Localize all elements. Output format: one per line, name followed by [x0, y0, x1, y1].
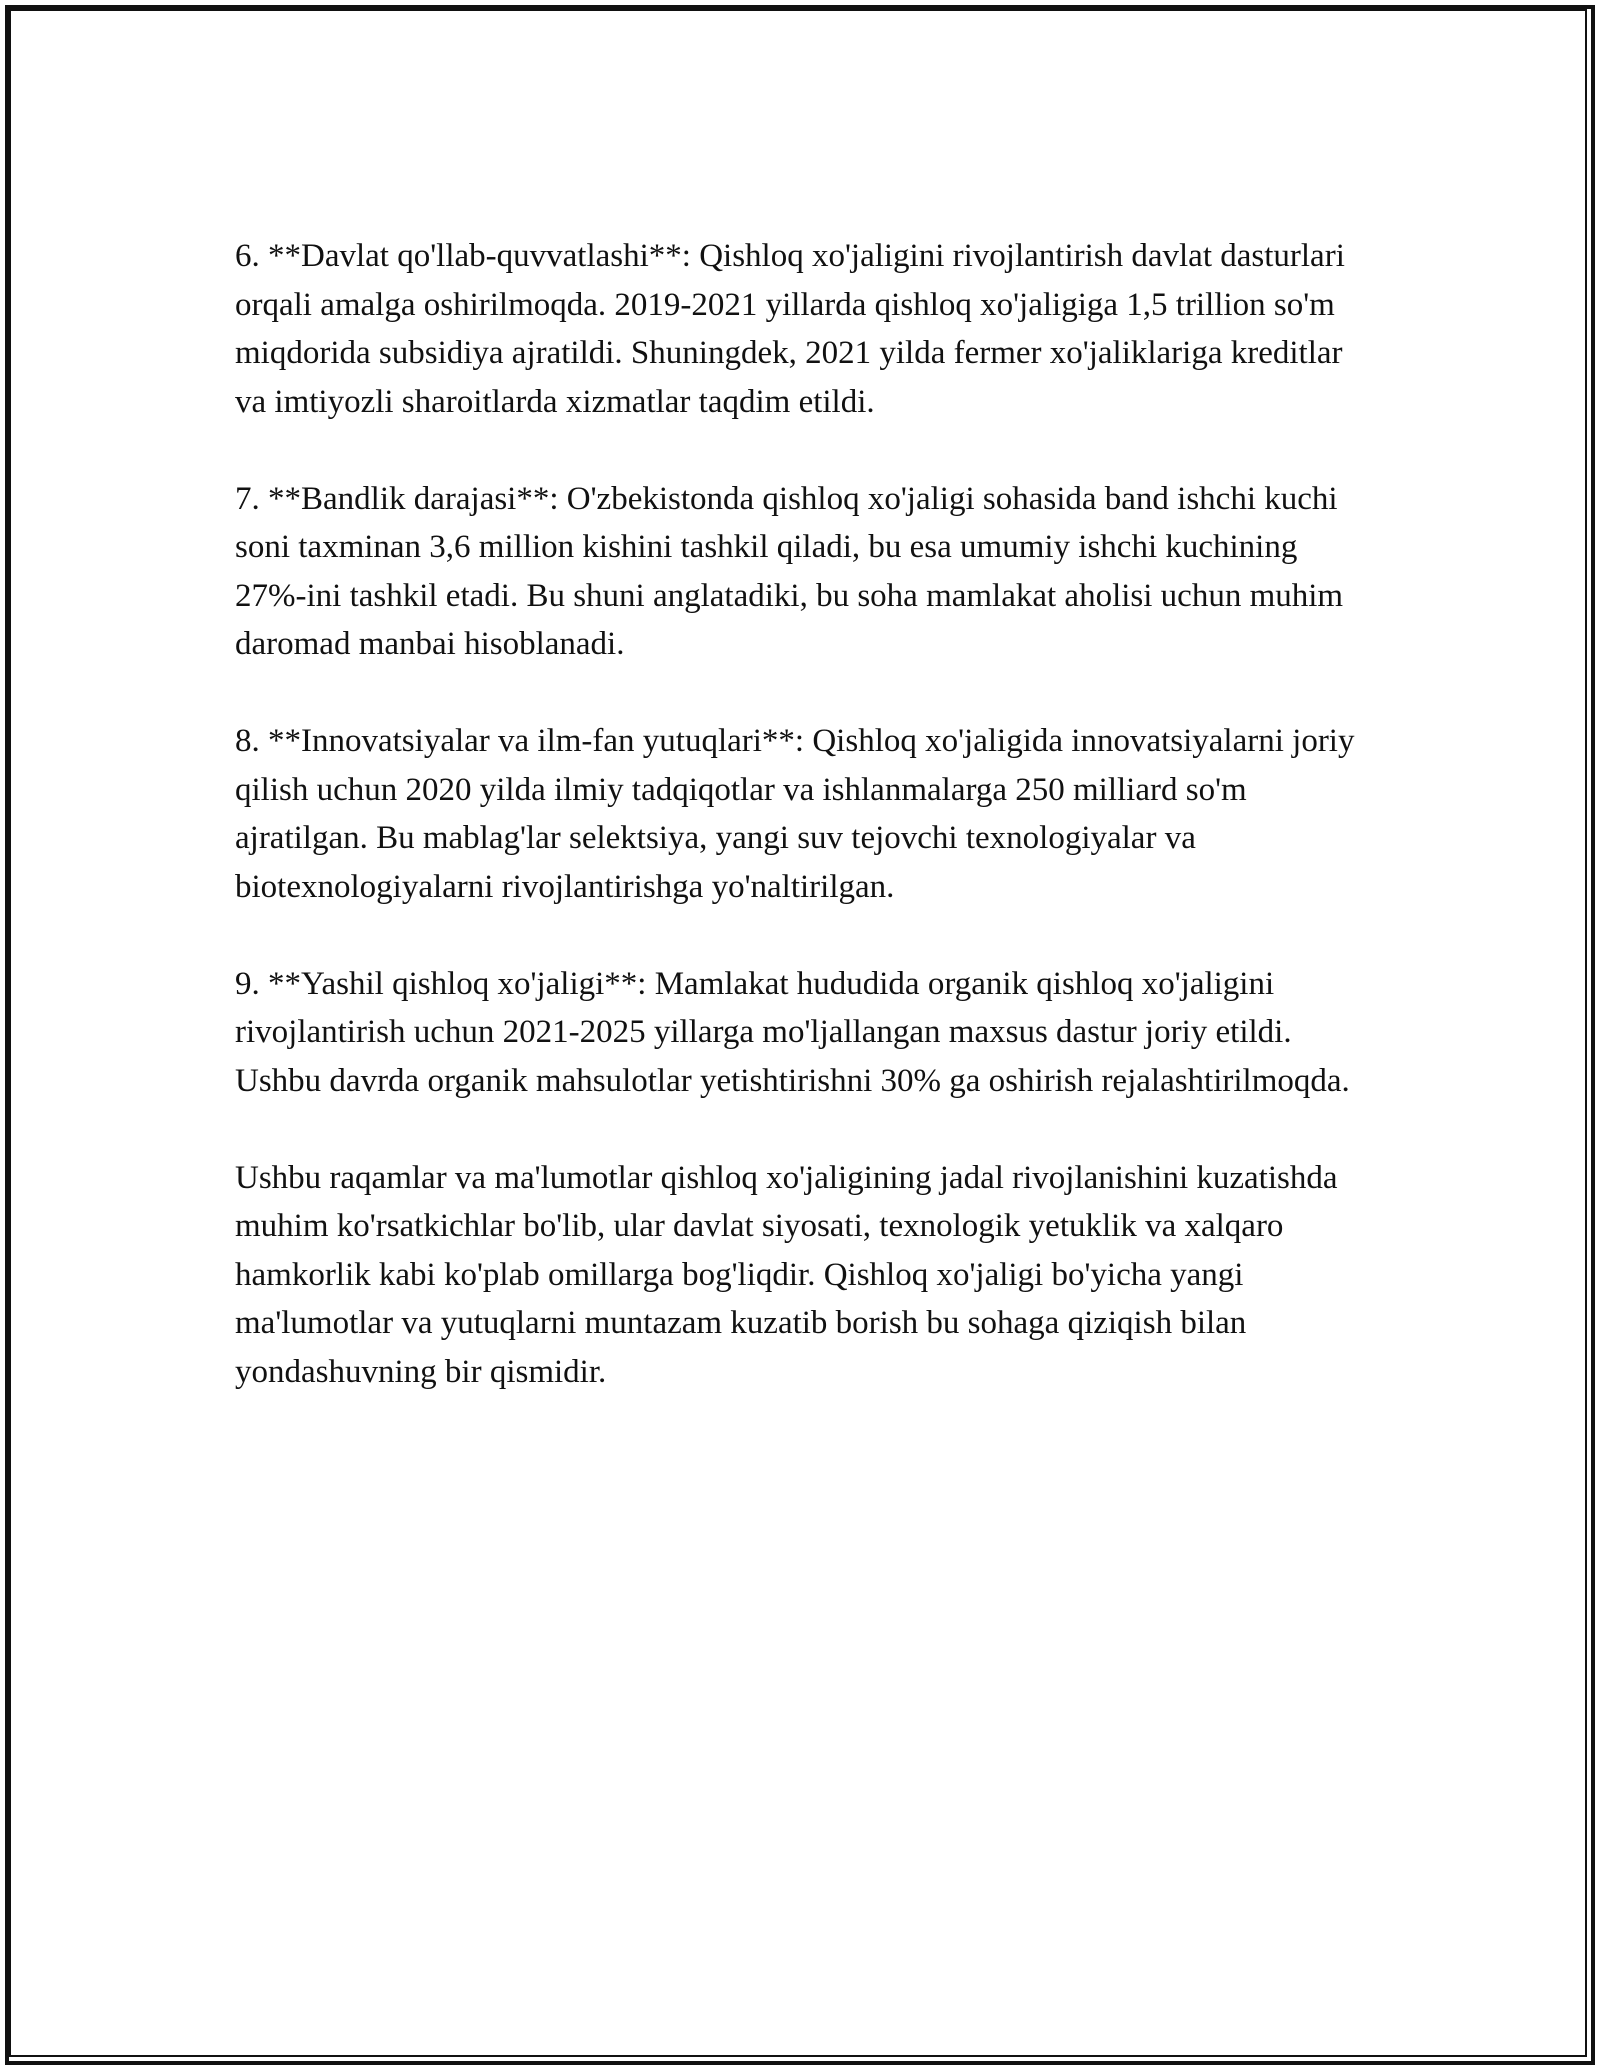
- paragraph-conclusion: Ushbu raqamlar va ma'lumotlar qishloq xo'jaligining jadal rivojlanishini kuzatishda muhim ko'rsatkichlar bo'lib, ular davlat siyosati, texnologik yetuklik va xalqaro hamkorlik kabi ko'plab omillarga bog'liqdir. Qishloq xo'jaligi bo'yicha yangi ma'lumotlar va yutuqlarni muntazam kuzatib borish bu sohaga qiziqish bilan yondashuvning bir qismidir.: [235, 1159, 1338, 1390]
- paragraph-davlat-qollab-quvvatlashi: 6. **Davlat qo'llab-quvvatlashi**: Qishloq xo'jaligini rivojlantirish davlat dasturlari orqali amalga oshirilmoqda. 2019-2021 yillarda qishloq xo'jaligiga 1,5 trillion so'm miqdorida subsidiya ajratildi. Shuningdek, 2021 yilda fermer xo'jaliklariga kreditlar va imtiyozli sharoitlarda xizmatlar taqdim etildi.: [235, 238, 1345, 420]
- paragraph-bandlik-darajasi: 7. **Bandlik darajasi**: O'zbekistonda qishloq xo'jaligi sohasida band ishchi kuchi soni taxminan 3,6 million kishini tashkil qiladi, bu esa umumiy ishchi kuchining 27%-ini tashkil etadi. Bu shuni anglatadiki, bu soha mamlakat aholisi uchun muhim daromad manbai hisoblanadi.: [235, 480, 1344, 662]
- paragraph-innovatsiyalar: 8. **Innovatsiyalar va ilm-fan yutuqlari**: Qishloq xo'jaligida innovatsiyalarni joriy qilish uchun 2020 yilda ilmiy tadqiqotlar va ishlanmalarga 250 milliard so'm ajratilgan. Bu mablag'lar selektsiya, yangi suv tejovchi texnologiyalar va biotexnologiyalarni rivojlantirishga yo'naltirilgan.: [235, 723, 1355, 905]
- paragraph-yashil-qishloq-xojaligi: 9. **Yashil qishloq xo'jaligi**: Mamlakat hududida organik qishloq xo'jaligini rivojlantirish uchun 2021-2025 yillarga mo'ljallangan maxsus dastur joriy etildi. Ushbu davrda organik mahsulotlar yetishtirishni 30% ga oshirish rejalashtirilmoqda.: [235, 965, 1350, 1099]
- document-body: [235, 232, 1375, 1396]
